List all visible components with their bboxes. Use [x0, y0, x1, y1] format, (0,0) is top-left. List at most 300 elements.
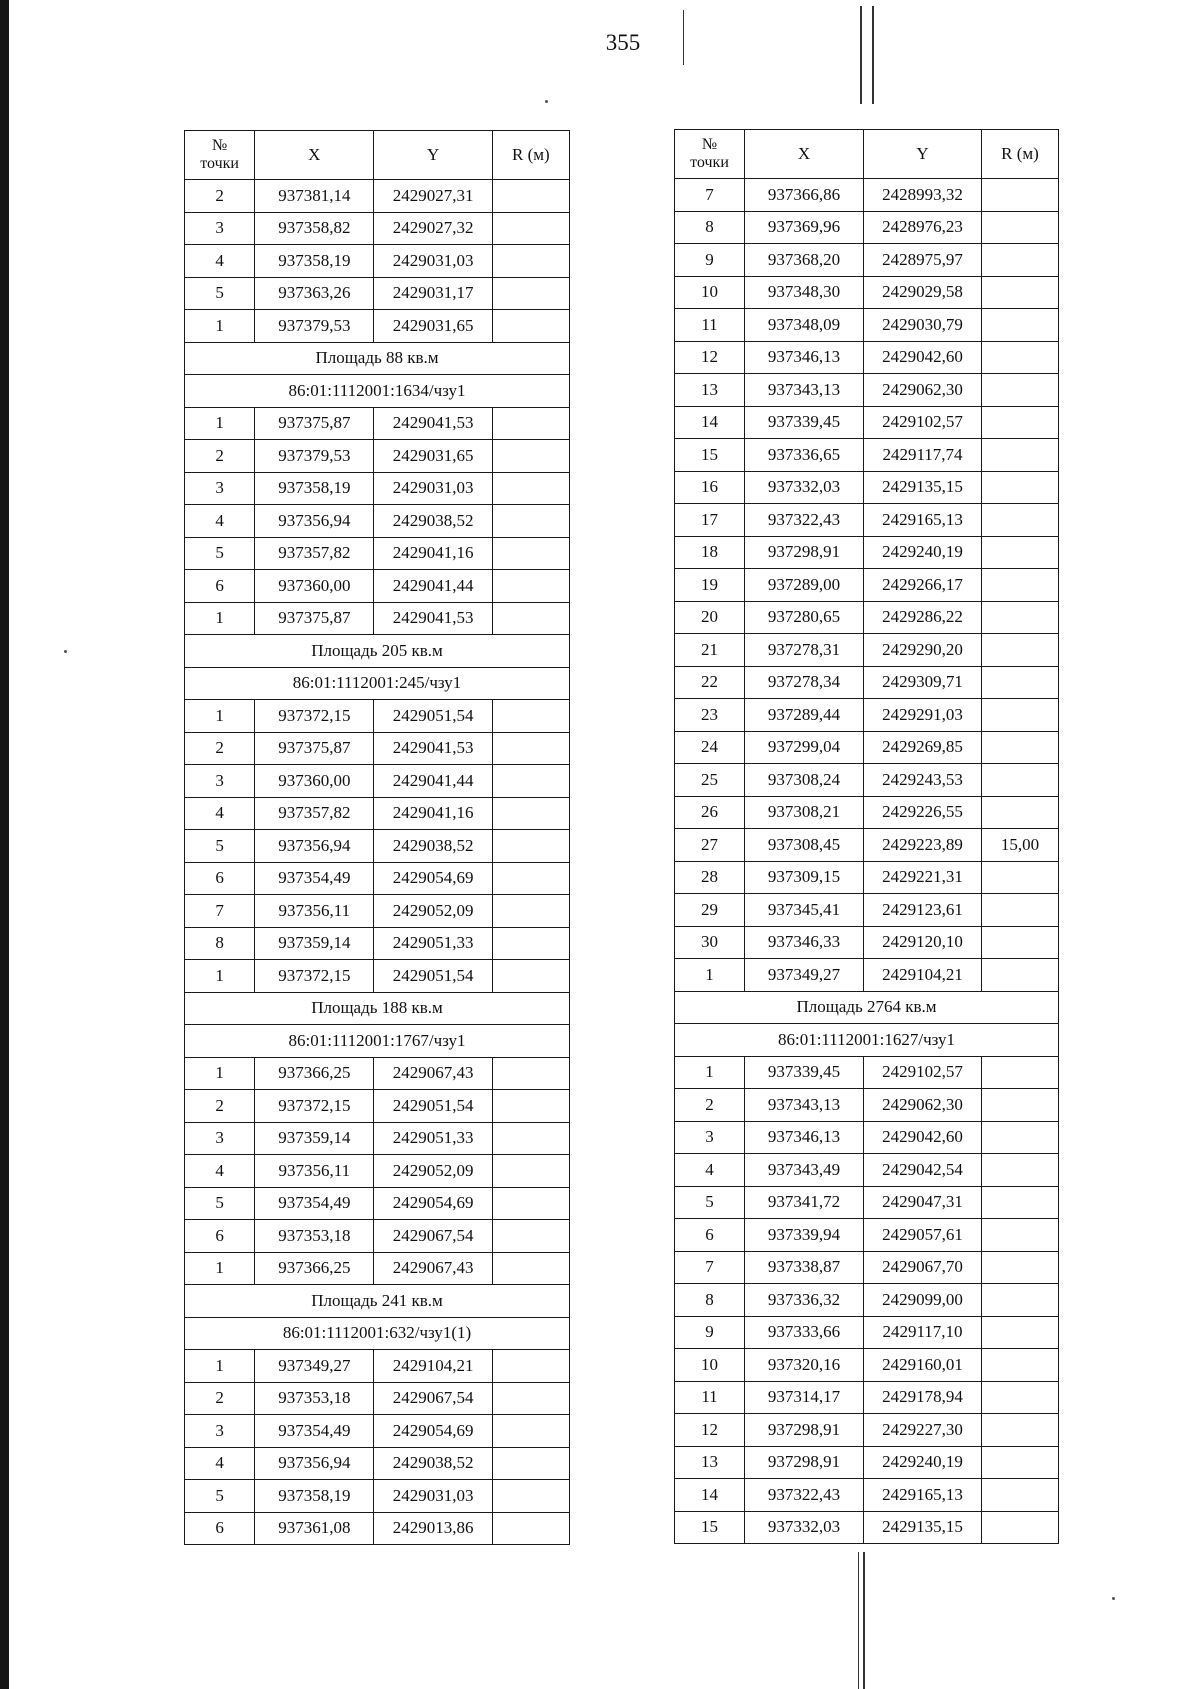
cell-x: 937353,18 — [255, 1220, 374, 1253]
table-row — [185, 862, 570, 895]
table-row — [185, 1057, 570, 1090]
cell-point-number: 13 — [675, 374, 745, 407]
cell-y: 2429117,74 — [864, 439, 982, 472]
cell-radius — [492, 245, 569, 278]
cell-radius — [982, 764, 1059, 797]
cell-radius — [982, 244, 1059, 277]
cell-x: 937358,19 — [255, 472, 374, 505]
table-row — [185, 1220, 570, 1253]
cell-x: 937349,27 — [255, 1350, 374, 1383]
cell-radius — [492, 1415, 569, 1448]
scan-line-top-c — [683, 10, 684, 65]
cell-x: 937379,53 — [255, 440, 374, 473]
cell-y: 2429029,58 — [864, 276, 982, 309]
cell-radius — [492, 1187, 569, 1220]
table-row — [675, 1446, 1059, 1479]
table-row — [675, 341, 1059, 374]
cell-y: 2429240,19 — [864, 536, 982, 569]
table-row — [185, 212, 570, 245]
cell-x: 937314,17 — [745, 1381, 864, 1414]
cell-x: 937338,87 — [745, 1251, 864, 1284]
cell-point-number: 2 — [185, 1382, 255, 1415]
section-label: Площадь 2764 кв.м — [675, 991, 1059, 1024]
cell-y: 2429038,52 — [374, 1447, 492, 1480]
cell-x: 937354,49 — [255, 862, 374, 895]
section-label: Площадь 241 кв.м — [185, 1285, 570, 1318]
cell-point-number: 19 — [675, 569, 745, 602]
cell-y: 2429041,16 — [374, 537, 492, 570]
table-row — [675, 1121, 1059, 1154]
cell-radius — [982, 1316, 1059, 1349]
cell-x: 937346,33 — [745, 926, 864, 959]
cell-x: 937349,27 — [745, 959, 864, 992]
table-row — [675, 504, 1059, 537]
cell-y: 2429226,55 — [864, 796, 982, 829]
table-row — [185, 277, 570, 310]
section-label: 86:01:1112001:1767/чзу1 — [185, 1025, 570, 1058]
cell-radius — [492, 570, 569, 603]
table-section-row — [675, 1024, 1059, 1057]
cell-x: 937360,00 — [255, 765, 374, 798]
cell-x: 937375,87 — [255, 407, 374, 440]
table-row — [675, 1219, 1059, 1252]
cell-radius — [492, 960, 569, 993]
cell-y: 2429031,03 — [374, 1480, 492, 1513]
cell-radius — [982, 1446, 1059, 1479]
cell-x: 937346,13 — [745, 1121, 864, 1154]
cell-point-number: 17 — [675, 504, 745, 537]
table-row — [185, 1447, 570, 1480]
coordinates-table-left — [184, 130, 570, 1545]
cell-x: 937299,04 — [745, 731, 864, 764]
cell-y: 2429031,17 — [374, 277, 492, 310]
scan-speck — [64, 650, 67, 653]
cell-point-number: 6 — [185, 1220, 255, 1253]
cell-y: 2429067,70 — [864, 1251, 982, 1284]
section-label: Площадь 88 кв.м — [185, 342, 570, 375]
cell-point-number: 1 — [185, 960, 255, 993]
table-section-row — [185, 342, 570, 375]
cell-x: 937366,25 — [255, 1057, 374, 1090]
cell-point-number: 16 — [675, 471, 745, 504]
table-row — [185, 407, 570, 440]
table-row — [675, 569, 1059, 602]
cell-y: 2429135,15 — [864, 1511, 982, 1544]
cell-radius — [492, 1220, 569, 1253]
cell-x: 937359,14 — [255, 927, 374, 960]
cell-radius — [982, 504, 1059, 537]
cell-radius — [982, 406, 1059, 439]
cell-point-number: 22 — [675, 666, 745, 699]
cell-y: 2429051,33 — [374, 1122, 492, 1155]
cell-x: 937343,13 — [745, 1089, 864, 1122]
cell-y: 2429052,09 — [374, 895, 492, 928]
table-row — [675, 1089, 1059, 1122]
table-section-row — [185, 667, 570, 700]
cell-y: 2429135,15 — [864, 471, 982, 504]
table-row — [185, 440, 570, 473]
cell-x: 937278,31 — [745, 634, 864, 667]
cell-point-number: 27 — [675, 829, 745, 862]
cell-point-number: 25 — [675, 764, 745, 797]
cell-point-number: 9 — [675, 1316, 745, 1349]
cell-point-number: 15 — [675, 439, 745, 472]
table-row — [185, 602, 570, 635]
cell-x: 937332,03 — [745, 471, 864, 504]
cell-x: 937353,18 — [255, 1382, 374, 1415]
header-radius: R (м) — [982, 130, 1059, 179]
cell-y: 2429165,13 — [864, 1479, 982, 1512]
cell-y: 2429041,44 — [374, 570, 492, 603]
cell-radius — [982, 536, 1059, 569]
cell-radius — [492, 1122, 569, 1155]
table-row — [185, 1155, 570, 1188]
table-row — [675, 1479, 1059, 1512]
table-section-row — [185, 1025, 570, 1058]
table-row — [675, 1251, 1059, 1284]
cell-point-number: 10 — [675, 1349, 745, 1382]
cell-x: 937343,13 — [745, 374, 864, 407]
cell-y: 2429052,09 — [374, 1155, 492, 1188]
cell-point-number: 2 — [675, 1089, 745, 1122]
cell-x: 937298,91 — [745, 1414, 864, 1447]
cell-point-number: 12 — [675, 1414, 745, 1447]
cell-radius: 15,00 — [982, 829, 1059, 862]
cell-point-number: 3 — [185, 1122, 255, 1155]
cell-y: 2429057,61 — [864, 1219, 982, 1252]
cell-y: 2429027,31 — [374, 180, 492, 213]
cell-y: 2429041,16 — [374, 797, 492, 830]
cell-point-number: 5 — [675, 1186, 745, 1219]
table-row — [675, 244, 1059, 277]
cell-y: 2429054,69 — [374, 1187, 492, 1220]
header-point-number: № точки — [185, 131, 255, 180]
cell-point-number: 30 — [675, 926, 745, 959]
header-y: Y — [374, 131, 492, 180]
cell-radius — [492, 1090, 569, 1123]
cell-radius — [492, 212, 569, 245]
cell-radius — [982, 1284, 1059, 1317]
scan-edge-left — [0, 0, 9, 1689]
table-row — [185, 310, 570, 343]
cell-y: 2429062,30 — [864, 1089, 982, 1122]
cell-x: 937381,14 — [255, 180, 374, 213]
cell-point-number: 7 — [675, 179, 745, 212]
table-row — [185, 1382, 570, 1415]
cell-x: 937366,25 — [255, 1252, 374, 1285]
cell-y: 2429067,54 — [374, 1382, 492, 1415]
cell-point-number: 1 — [185, 407, 255, 440]
table-row — [185, 1252, 570, 1285]
table-row — [675, 1316, 1059, 1349]
cell-y: 2429031,03 — [374, 472, 492, 505]
cell-x: 937357,82 — [255, 797, 374, 830]
table-row — [675, 1284, 1059, 1317]
cell-y: 2429165,13 — [864, 504, 982, 537]
cell-x: 937309,15 — [745, 861, 864, 894]
table-row — [185, 732, 570, 765]
cell-y: 2429286,22 — [864, 601, 982, 634]
table-row — [185, 765, 570, 798]
cell-radius — [982, 1056, 1059, 1089]
cell-point-number: 13 — [675, 1446, 745, 1479]
cell-point-number: 8 — [675, 1284, 745, 1317]
cell-radius — [982, 569, 1059, 602]
cell-x: 937372,15 — [255, 1090, 374, 1123]
cell-point-number: 3 — [675, 1121, 745, 1154]
cell-y: 2429054,69 — [374, 1415, 492, 1448]
table-row — [675, 536, 1059, 569]
cell-radius — [982, 699, 1059, 732]
cell-point-number: 2 — [185, 180, 255, 213]
table-row — [185, 797, 570, 830]
cell-x: 937356,94 — [255, 1447, 374, 1480]
cell-y: 2429067,43 — [374, 1252, 492, 1285]
table-row — [185, 895, 570, 928]
cell-y: 2429031,65 — [374, 440, 492, 473]
cell-point-number: 24 — [675, 731, 745, 764]
cell-point-number: 6 — [185, 570, 255, 603]
table-section-row — [185, 1317, 570, 1350]
cell-point-number: 5 — [185, 277, 255, 310]
cell-point-number: 4 — [185, 505, 255, 538]
cell-y: 2429067,54 — [374, 1220, 492, 1253]
table-section-row — [675, 991, 1059, 1024]
table-row — [675, 959, 1059, 992]
cell-x: 937322,43 — [745, 504, 864, 537]
cell-point-number: 28 — [675, 861, 745, 894]
table-row — [675, 764, 1059, 797]
cell-radius — [492, 407, 569, 440]
cell-x: 937278,34 — [745, 666, 864, 699]
cell-y: 2429030,79 — [864, 309, 982, 342]
table-row — [675, 731, 1059, 764]
cell-point-number: 2 — [185, 732, 255, 765]
cell-radius — [492, 862, 569, 895]
cell-radius — [492, 1350, 569, 1383]
cell-point-number: 5 — [185, 830, 255, 863]
cell-radius — [982, 471, 1059, 504]
cell-radius — [982, 731, 1059, 764]
cell-radius — [982, 211, 1059, 244]
table-row — [675, 439, 1059, 472]
cell-radius — [982, 796, 1059, 829]
cell-radius — [492, 927, 569, 960]
cell-radius — [982, 439, 1059, 472]
cell-x: 937339,94 — [745, 1219, 864, 1252]
cell-y: 2429047,31 — [864, 1186, 982, 1219]
cell-y: 2429221,31 — [864, 861, 982, 894]
cell-x: 937372,15 — [255, 700, 374, 733]
cell-radius — [982, 276, 1059, 309]
cell-point-number: 21 — [675, 634, 745, 667]
cell-y: 2429051,33 — [374, 927, 492, 960]
table-row — [675, 1381, 1059, 1414]
page-number: 355 — [605, 30, 641, 55]
cell-x: 937375,87 — [255, 732, 374, 765]
scan-speck — [545, 100, 548, 103]
table-row — [185, 1480, 570, 1513]
cell-point-number: 5 — [185, 1187, 255, 1220]
cell-point-number: 14 — [675, 1479, 745, 1512]
cell-x: 937369,96 — [745, 211, 864, 244]
cell-radius — [982, 309, 1059, 342]
table-row — [675, 406, 1059, 439]
cell-y: 2429042,60 — [864, 1121, 982, 1154]
table-row — [675, 861, 1059, 894]
cell-point-number: 3 — [185, 765, 255, 798]
table-row — [185, 245, 570, 278]
cell-y: 2429031,65 — [374, 310, 492, 343]
table-row — [185, 1187, 570, 1220]
cell-x: 937375,87 — [255, 602, 374, 635]
table-row — [675, 829, 1059, 862]
cell-x: 937336,32 — [745, 1284, 864, 1317]
cell-y: 2429266,17 — [864, 569, 982, 602]
cell-x: 937358,19 — [255, 1480, 374, 1513]
cell-radius — [982, 1251, 1059, 1284]
cell-radius — [492, 797, 569, 830]
cell-y: 2429160,01 — [864, 1349, 982, 1382]
cell-x: 937357,82 — [255, 537, 374, 570]
table-row — [675, 374, 1059, 407]
cell-radius — [492, 277, 569, 310]
table-row — [675, 1349, 1059, 1382]
cell-y: 2428975,97 — [864, 244, 982, 277]
cell-y: 2429041,53 — [374, 407, 492, 440]
cell-radius — [982, 1154, 1059, 1187]
cell-x: 937322,43 — [745, 1479, 864, 1512]
cell-x: 937359,14 — [255, 1122, 374, 1155]
cell-radius — [982, 1089, 1059, 1122]
cell-radius — [492, 1382, 569, 1415]
cell-x: 937363,26 — [255, 277, 374, 310]
cell-radius — [982, 926, 1059, 959]
table-row — [675, 796, 1059, 829]
cell-x: 937358,19 — [255, 245, 374, 278]
table-row — [675, 211, 1059, 244]
table-row — [675, 179, 1059, 212]
cell-point-number: 2 — [185, 1090, 255, 1123]
cell-y: 2429031,03 — [374, 245, 492, 278]
cell-radius — [492, 895, 569, 928]
cell-point-number: 4 — [675, 1154, 745, 1187]
cell-x: 937379,53 — [255, 310, 374, 343]
cell-y: 2428976,23 — [864, 211, 982, 244]
cell-y: 2429243,53 — [864, 764, 982, 797]
table-row — [675, 276, 1059, 309]
cell-y: 2429240,19 — [864, 1446, 982, 1479]
table-header-row — [675, 130, 1059, 179]
cell-radius — [982, 1186, 1059, 1219]
header-x: X — [255, 131, 374, 180]
table-row — [185, 537, 570, 570]
scan-speck — [1112, 1597, 1115, 1600]
table-row — [675, 471, 1059, 504]
cell-point-number: 3 — [185, 212, 255, 245]
cell-y: 2429102,57 — [864, 406, 982, 439]
cell-y: 2429102,57 — [864, 1056, 982, 1089]
cell-y: 2429051,54 — [374, 700, 492, 733]
table-row — [185, 1415, 570, 1448]
cell-radius — [492, 472, 569, 505]
cell-y: 2429054,69 — [374, 862, 492, 895]
header-point-number: № точки — [675, 130, 745, 179]
cell-x: 937368,20 — [745, 244, 864, 277]
cell-radius — [492, 830, 569, 863]
cell-point-number: 20 — [675, 601, 745, 634]
cell-point-number: 1 — [675, 959, 745, 992]
cell-radius — [982, 959, 1059, 992]
cell-radius — [492, 180, 569, 213]
cell-x: 937336,65 — [745, 439, 864, 472]
cell-x: 937298,91 — [745, 1446, 864, 1479]
cell-y: 2429027,32 — [374, 212, 492, 245]
cell-y: 2429290,20 — [864, 634, 982, 667]
cell-y: 2429051,54 — [374, 960, 492, 993]
table-row — [185, 570, 570, 603]
cell-y: 2429062,30 — [864, 374, 982, 407]
cell-y: 2429178,94 — [864, 1381, 982, 1414]
cell-x: 937343,49 — [745, 1154, 864, 1187]
cell-point-number: 1 — [185, 310, 255, 343]
table-row — [675, 309, 1059, 342]
cell-point-number: 4 — [185, 797, 255, 830]
cell-point-number: 1 — [185, 700, 255, 733]
cell-point-number: 1 — [185, 1350, 255, 1383]
cell-y: 2429038,52 — [374, 505, 492, 538]
section-label: 86:01:1112001:632/чзу1(1) — [185, 1317, 570, 1350]
cell-y: 2429291,03 — [864, 699, 982, 732]
cell-y: 2429042,60 — [864, 341, 982, 374]
cell-radius — [982, 894, 1059, 927]
cell-radius — [492, 1057, 569, 1090]
cell-y: 2429120,10 — [864, 926, 982, 959]
cell-y: 2429042,54 — [864, 1154, 982, 1187]
cell-radius — [982, 374, 1059, 407]
cell-y: 2429013,86 — [374, 1512, 492, 1545]
cell-point-number: 26 — [675, 796, 745, 829]
scan-line-bottom-a — [863, 1552, 865, 1689]
cell-x: 937332,03 — [745, 1511, 864, 1544]
cell-point-number: 6 — [185, 862, 255, 895]
table-row — [185, 927, 570, 960]
cell-y: 2429099,00 — [864, 1284, 982, 1317]
table-row — [675, 666, 1059, 699]
cell-y: 2429123,61 — [864, 894, 982, 927]
cell-point-number: 11 — [675, 309, 745, 342]
cell-point-number: 3 — [185, 1415, 255, 1448]
cell-x: 937358,82 — [255, 212, 374, 245]
cell-radius — [492, 1252, 569, 1285]
section-label: 86:01:1112001:245/чзу1 — [185, 667, 570, 700]
cell-radius — [492, 1512, 569, 1545]
table-row — [185, 1090, 570, 1123]
table-row — [185, 960, 570, 993]
cell-point-number: 4 — [185, 245, 255, 278]
cell-radius — [492, 310, 569, 343]
cell-radius — [982, 861, 1059, 894]
cell-radius — [982, 1219, 1059, 1252]
cell-x: 937308,24 — [745, 764, 864, 797]
cell-radius — [492, 602, 569, 635]
cell-y: 2429269,85 — [864, 731, 982, 764]
cell-x: 937339,45 — [745, 1056, 864, 1089]
cell-x: 937356,11 — [255, 1155, 374, 1188]
cell-point-number: 23 — [675, 699, 745, 732]
cell-y: 2429309,71 — [864, 666, 982, 699]
cell-radius — [492, 537, 569, 570]
